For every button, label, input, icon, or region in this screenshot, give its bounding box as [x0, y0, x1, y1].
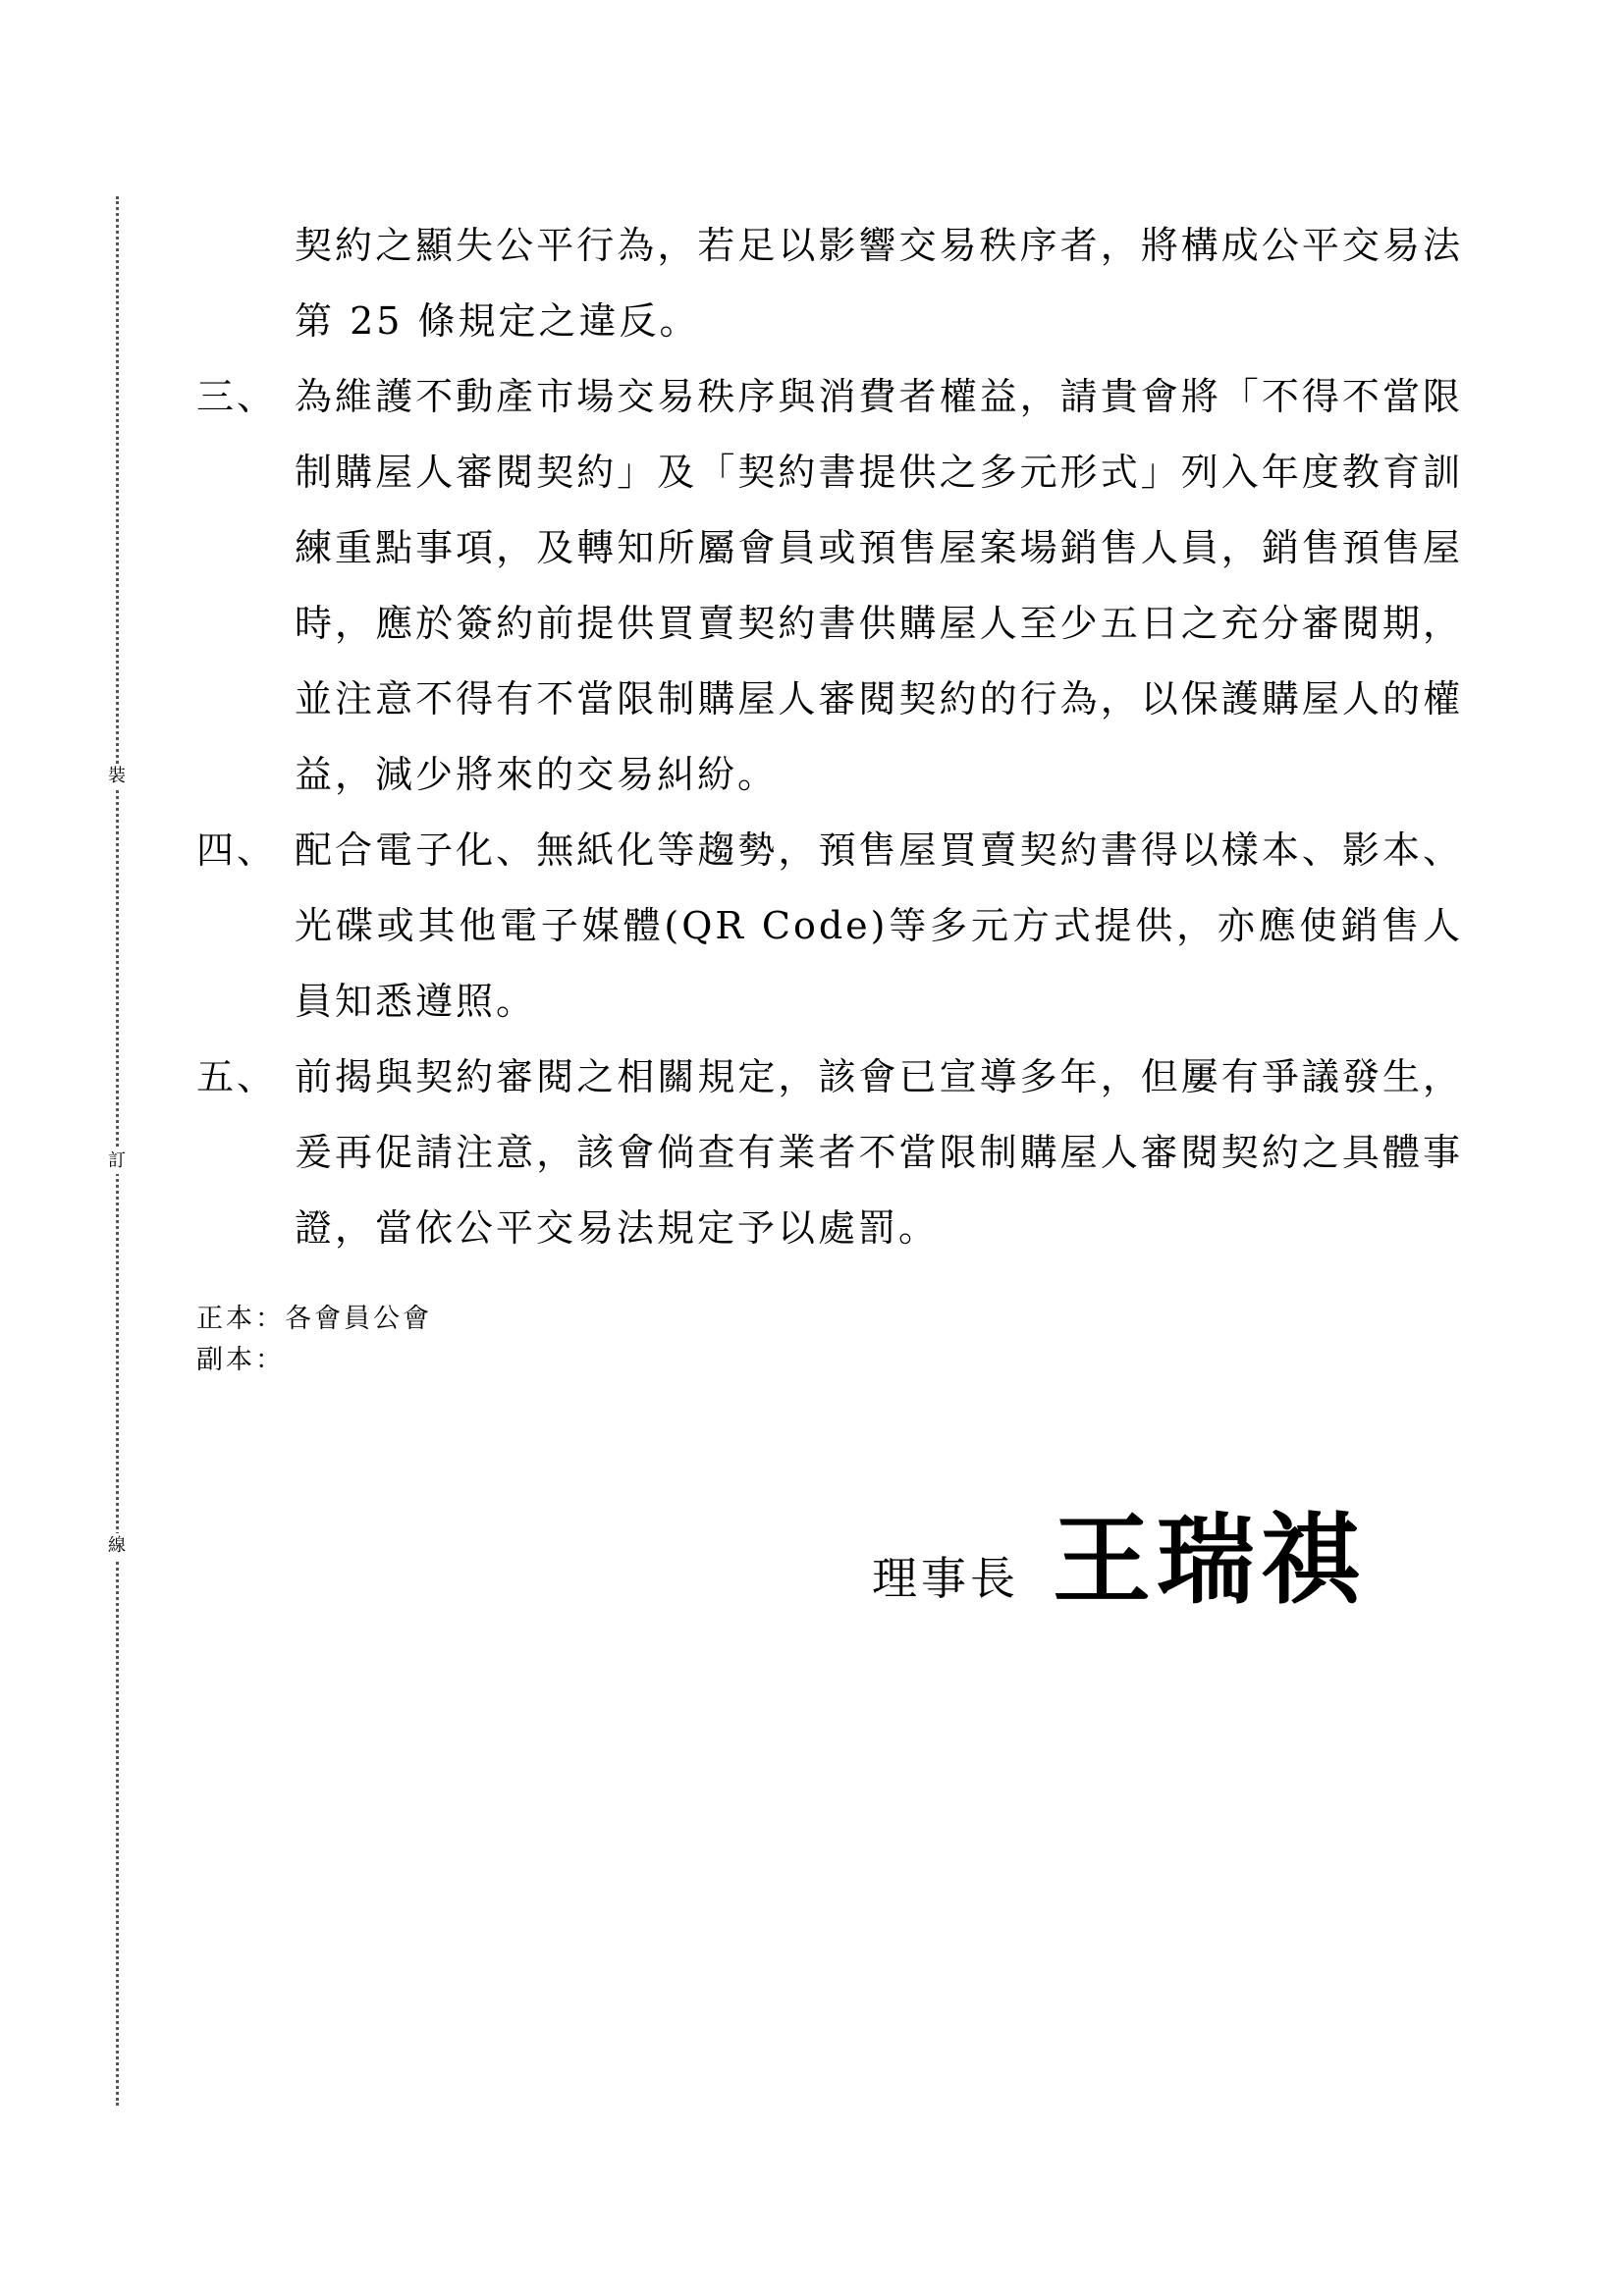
paragraph-text: 為維護不動產市場交易秩序與消費者權益，請貴會將「不得不當限制購屋人審閱契約」及「契約書提供之多元形式」列入年度教育訓練重點事項，及轉知所屬會員或預售屋案場銷售人員，銷售預售屋時，應於簽約前提供買賣契約書供購屋人至少五日之充分審閱期，並注意不得有不當限制購屋人審閱契約的行為，以保護購屋人的權益，減少將來的交易糾紛。 [295, 375, 1463, 796]
paragraph-text: 前揭與契約審閱之相關規定，該會已宣導多年，但屢有爭議發生，爰再促請注意，該會倘查有業者不當限制購屋人審閱契約之具體事證，當依公平交易法規定予以處罰。 [295, 1055, 1463, 1250]
original-recipients [196, 1299, 432, 1340]
original-label: 正本： [196, 1304, 285, 1334]
signer-title: 理事長 [872, 1552, 1019, 1605]
distribution-list [196, 1299, 432, 1381]
paragraph-number: 五、 [196, 1055, 278, 1098]
paragraph-5 [196, 1040, 1463, 1266]
paragraph-text: 契約之顯失公平行為，若足以影響交易秩序者，將構成公平交易法第 25 條規定之違反。 [295, 224, 1463, 343]
paragraph-4 [196, 813, 1463, 1040]
binding-mark-ding: 訂 [102, 1148, 132, 1174]
signer-name: 王瑞祺 [1053, 1503, 1365, 1618]
original-value: 各會員公會 [285, 1304, 432, 1334]
copy-recipients [196, 1340, 432, 1381]
binding-mark-xian: 線 [102, 1533, 132, 1559]
document-body [196, 208, 1463, 1266]
paragraph-number: 三、 [196, 375, 278, 418]
paragraph-3 [196, 359, 1463, 813]
signature-block [872, 1482, 1365, 1620]
paragraph-continued [196, 208, 1463, 359]
paragraph-number: 四、 [196, 828, 278, 872]
copy-label: 副本： [196, 1345, 285, 1375]
binding-mark-zhuang: 裝 [102, 764, 132, 789]
paragraph-text: 配合電子化、無紙化等趨勢，預售屋買賣契約書得以樣本、影本、光碟或其他電子媒體(QR Code)等多元方式提供，亦應使銷售人員知悉遵照。 [295, 828, 1463, 1023]
